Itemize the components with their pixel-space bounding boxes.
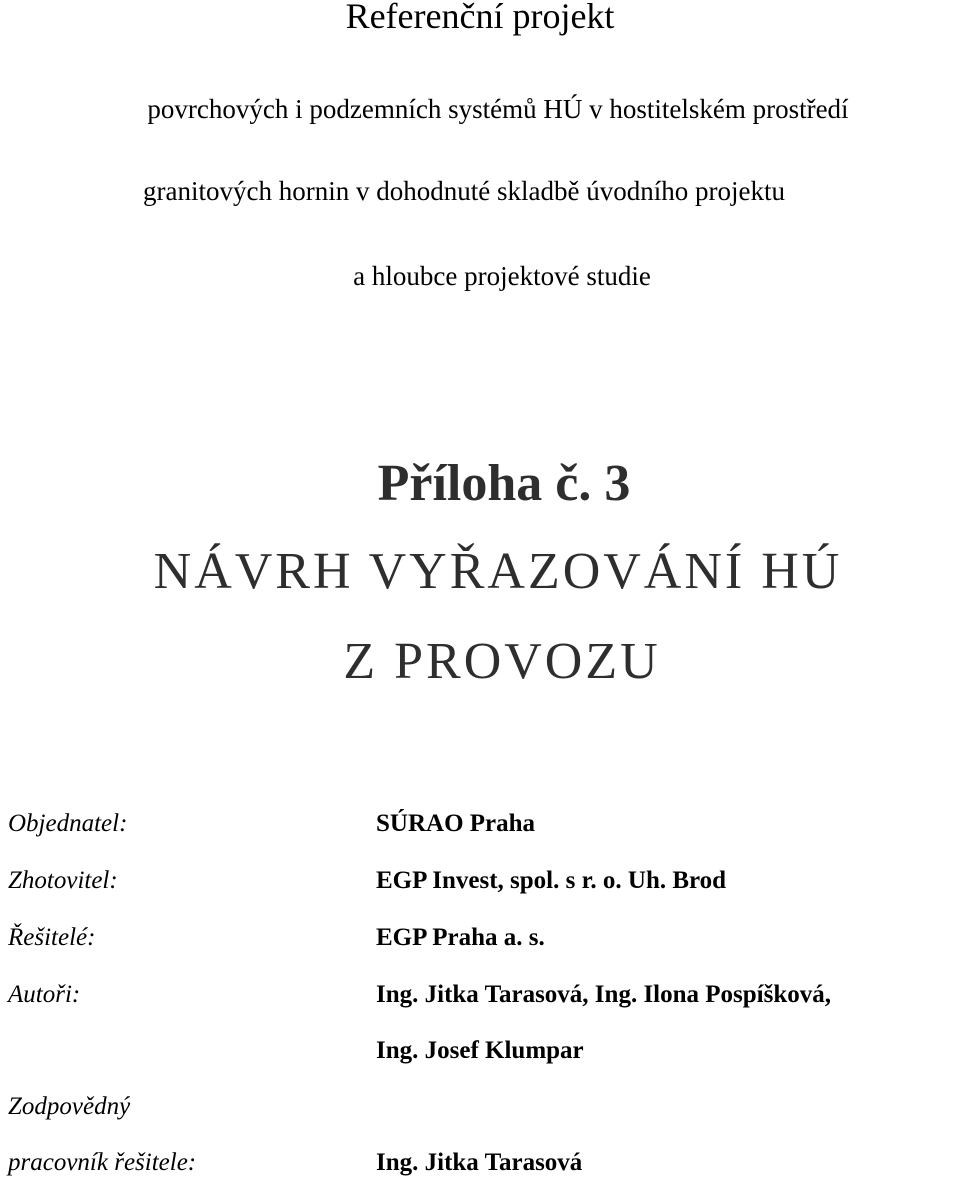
document-title: Referenční projekt <box>345 0 615 36</box>
subtitle-line-1: povrchových i podzemních systémů HÚ v hostitelském prostředí <box>147 94 849 124</box>
annex-label: Příloha č. 3 <box>377 455 631 512</box>
solvers-label: Řešitelé: <box>8 924 96 951</box>
client-label: Objednatel: <box>8 810 128 837</box>
authors-label: Autoři: <box>8 981 81 1008</box>
subtitle-line-2: granitových hornin v dohodnuté skladbě úvodního projektu <box>143 176 785 206</box>
responsible-label-line-1: Zodpovědný <box>8 1093 131 1120</box>
subtitle-line-3: a hloubce projektové studie <box>353 261 651 291</box>
responsible-value: Ing. Jitka Tarasová <box>376 1149 583 1176</box>
solvers-value: EGP Praha a. s. <box>376 924 545 951</box>
client-value: SÚRAO Praha <box>376 810 536 837</box>
responsible-label-line-2: pracovník řešitele: <box>8 1149 197 1176</box>
authors-value-line-2: Ing. Josef Klumpar <box>376 1037 584 1064</box>
annex-heading-line-1: NÁVRH VYŘAZOVÁNÍ HÚ <box>153 543 843 600</box>
contractor-label: Zhotovitel: <box>8 867 118 894</box>
contractor-value: EGP Invest, spol. s r. o. Uh. Brod <box>376 867 727 894</box>
authors-value-line-1: Ing. Jitka Tarasová, Ing. Ilona Pospíšková, <box>376 981 832 1008</box>
annex-heading-line-2: Z PROVOZU <box>343 633 661 690</box>
